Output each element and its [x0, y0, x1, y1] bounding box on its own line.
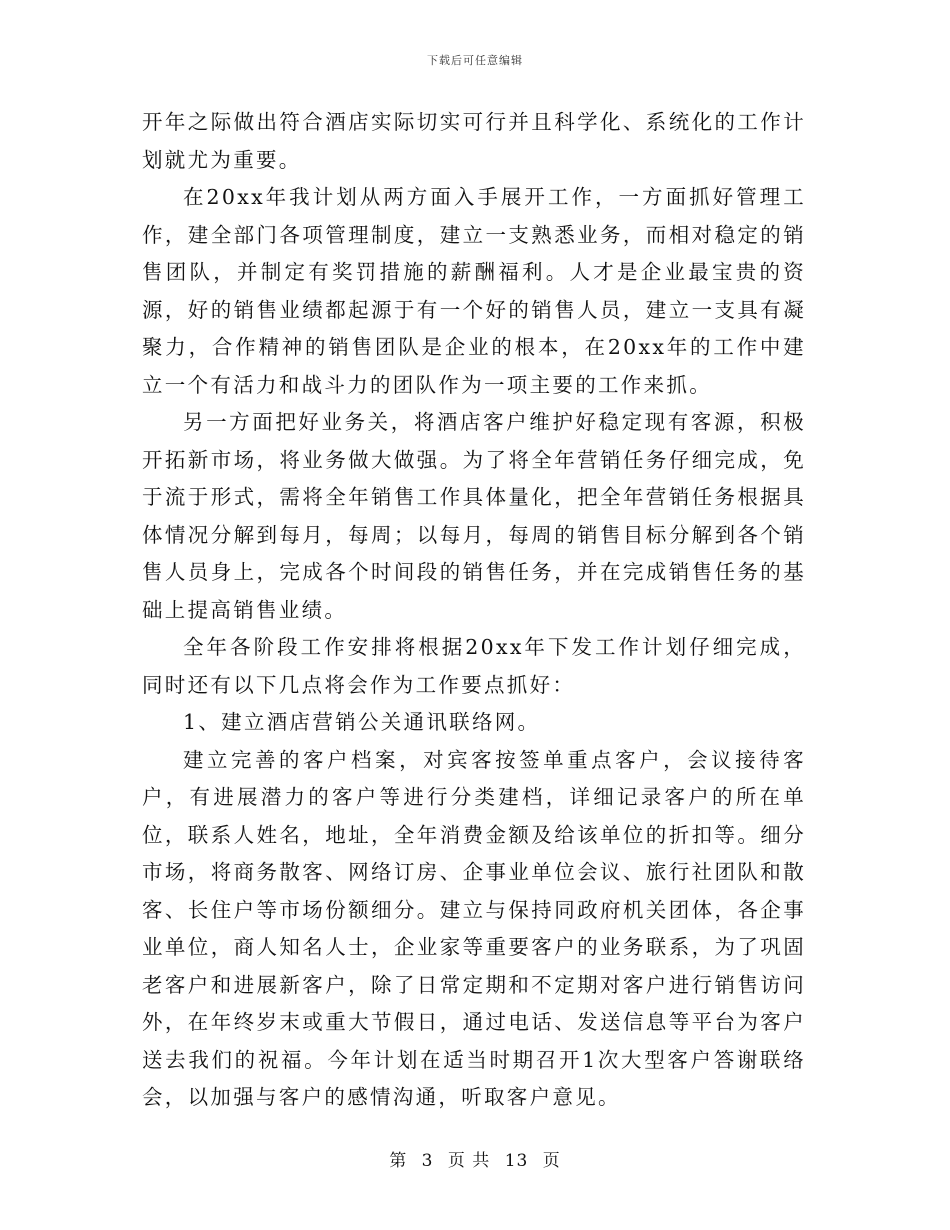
- paragraph: 另一方面把好业务关，将酒店客户维护好稳定现有客源，积极开拓新市场，将业务做大做强。为了将全年营销任务仔细完成，免于流于形式，需将全年销售工作具体量化，把全年营销任务根据具体情况分解到每月，每周；以每月，每周的销售目标分解到各个销售人员身上，完成各个时间段的销售任务，并在完成销售任务的基础上提高销售业绩。: [142, 410, 806, 622]
- list-item-heading: 1、建立酒店营销公关通讯联络网。: [183, 710, 541, 734]
- page-header: 下载后可任意编辑: [427, 54, 523, 67]
- page-middle-text: 页 共: [447, 1151, 491, 1171]
- paragraph: 在20xx年我计划从两方面入手展开工作，一方面抓好管理工作，建全部门各项管理制度，建立一支熟悉业务，而相对稳定的销售团队，并制定有奖罚措施的薪酬福利。人才是企业最宝贵的资源，好的销售业绩都起源于有一个好的销售人员，建立一支具有凝聚力，合作精神的销售团队是企业的根本，在20xx年的工作中建立一个有活力和战斗力的团队作为一项主要的工作来抓。: [142, 185, 806, 397]
- paragraph: 全年各阶段工作安排将根据20xx年下发工作计划仔细完成，同时还有以下几点将会作为工作要点抓好：: [142, 635, 806, 697]
- current-page-number: 3: [421, 1151, 434, 1171]
- total-pages-number: 13: [504, 1151, 529, 1171]
- page-footer: [0, 1146, 950, 1171]
- page-suffix: 页: [542, 1151, 561, 1171]
- page-prefix: 第: [389, 1151, 408, 1171]
- document-body: [142, 104, 806, 1117]
- paragraph: 建立完善的客户档案，对宾客按签单重点客户，会议接待客户，有进展潜力的客户等进行分类建档，详细记录客户的所在单位，联系人姓名，地址，全年消费金额及给该单位的折扣等。细分市场，将商务散客、网络订房、企事业单位会议、旅行社团队和散客、长住户等市场份额细分。建立与保持同政府机关团体，各企事业单位，商人知名人士，企业家等重要客户的业务联系，为了巩固老客户和进展新客户，除了日常定期和不定期对客户进行销售访问外，在年终岁末或重大节假日，通过电话、发送信息等平台为客户送去我们的祝福。今年计划在适当时期召开1次大型客户答谢联络会，以加强与客户的感情沟通，听取客户意见。: [142, 747, 806, 1109]
- paragraph: 开年之际做出符合酒店实际切实可行并且科学化、系统化的工作计划就尤为重要。: [142, 110, 806, 172]
